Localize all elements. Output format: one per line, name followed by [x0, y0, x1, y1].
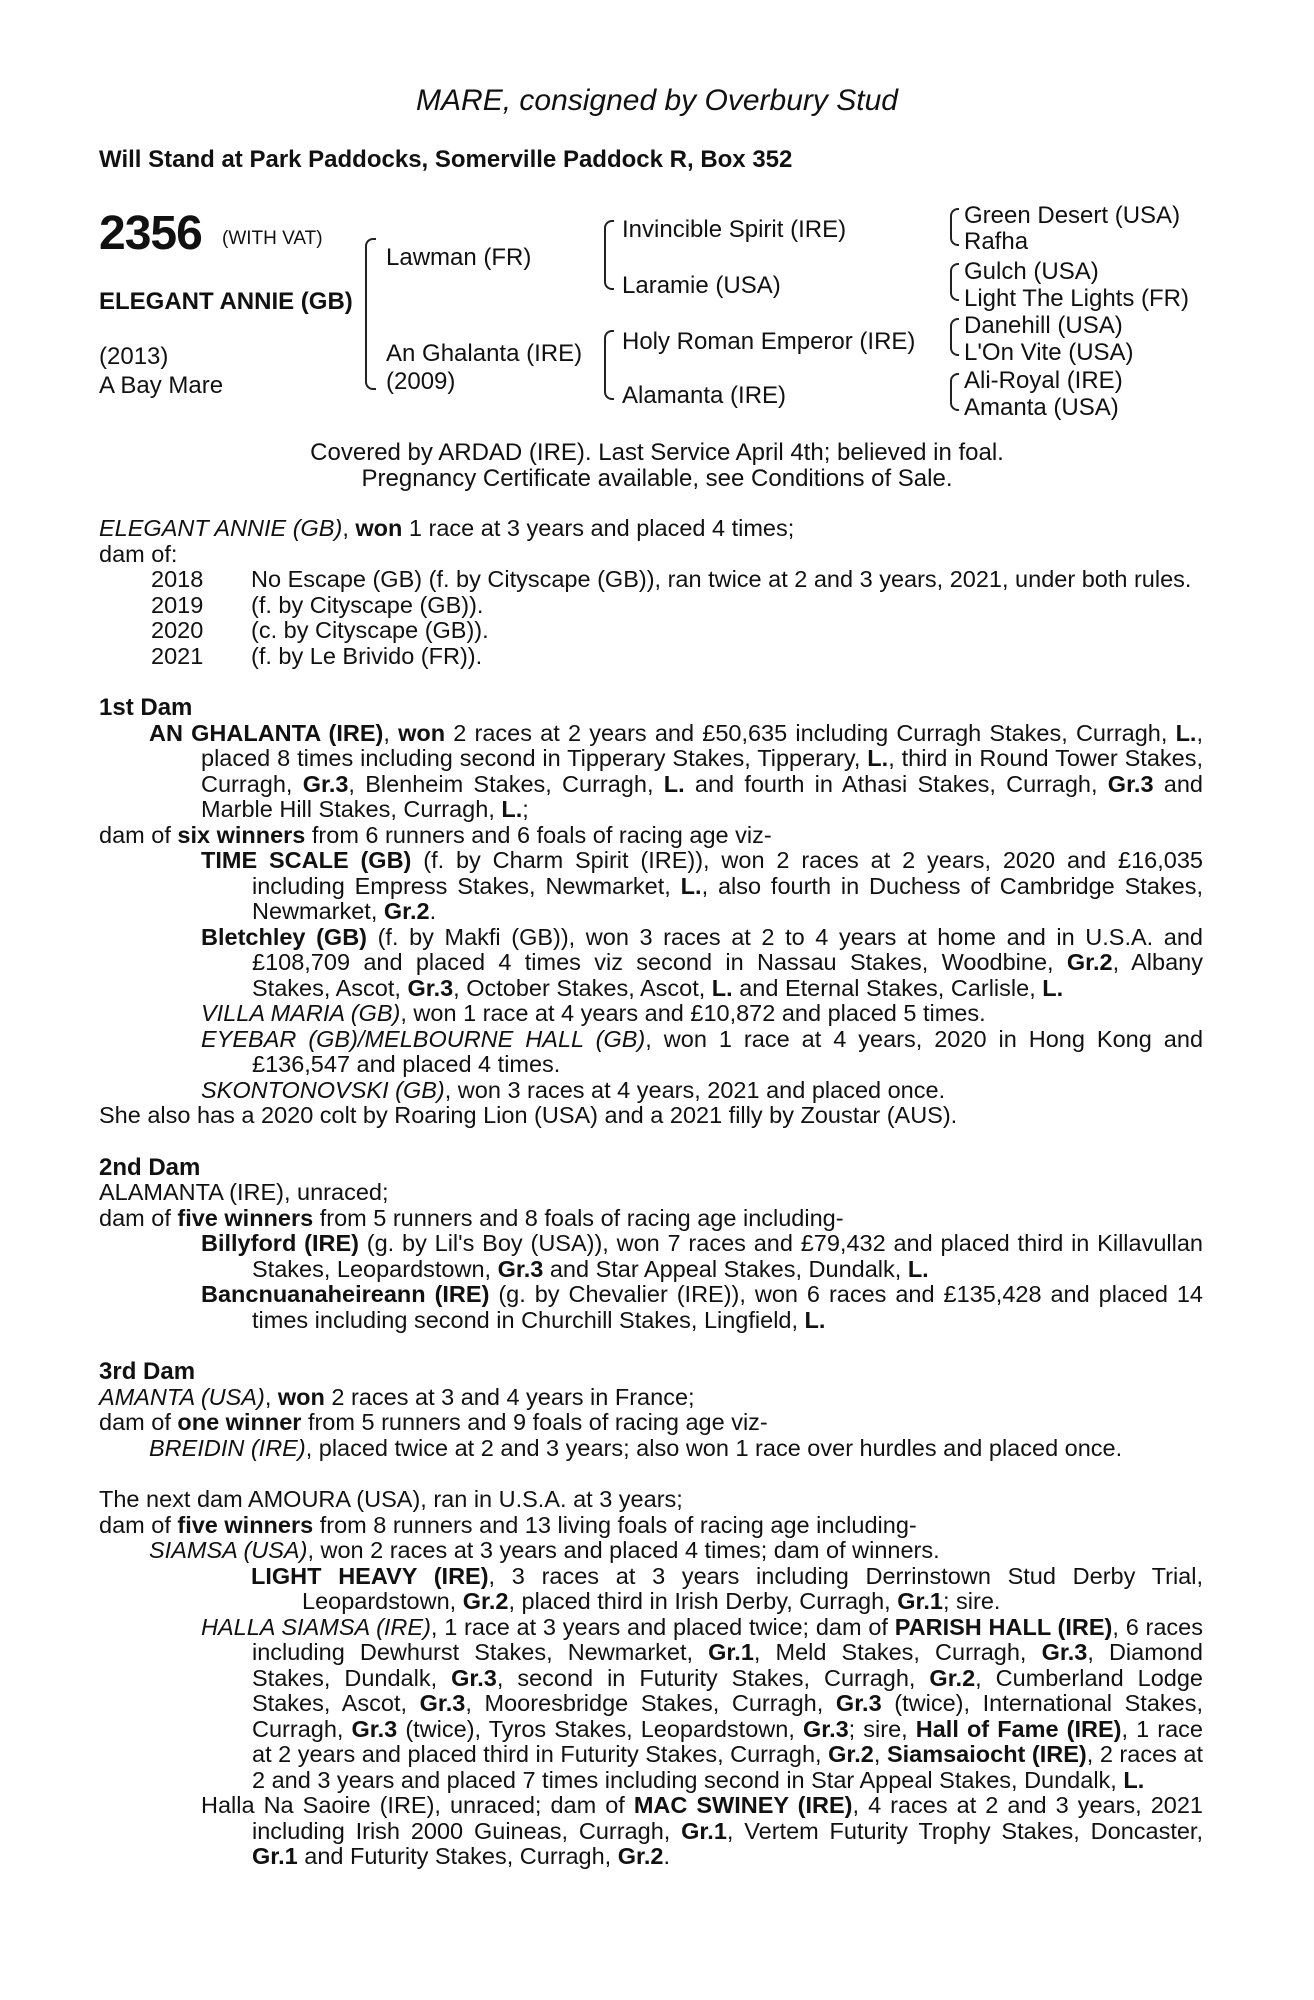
third-dam-record: AMANTA (USA), won 2 races at 3 and 4 years in France; [99, 1383, 695, 1410]
pedigree-g3-4: Light The Lights (FR) [964, 285, 1189, 312]
third-dam-heading: 3rd Dam [99, 1358, 196, 1385]
third-dam-produce-summary: dam of one winner from 5 runners and 9 foals of racing age viz- [99, 1409, 768, 1435]
pedigree-brace-sire [604, 220, 614, 290]
pedigree-g3-5: Danehill (USA) [964, 312, 1123, 339]
pedigree-g3-3: Gulch (USA) [964, 258, 1099, 285]
foal-row: 2019 (f. by Cityscape (GB)). [151, 591, 484, 618]
produce-halla-na-saoire: Halla Na Saoire (IRE), unraced; dam of MAC SWINEY (IRE), 4 races at 2 and 3 years, 2021 including Irish 2000 Guineas, Curragh, Gr.1, Vertem Futurity Trophy Stakes, Doncaster, Gr.1 and Futurity Stakes, Curragh, Gr.2. [201, 1792, 1204, 1869]
pedigree-g2-1: Invincible Spirit (IRE) [622, 216, 847, 243]
produce-siamsa: SIAMSA (USA), won 2 races at 3 years and placed 4 times; dam of winners. [149, 1537, 940, 1563]
pedigree-brace-dam [604, 330, 614, 400]
produce-light-heavy: LIGHT HEAVY (IRE), 3 races at 3 years including Derrinstown Stud Derby Trial, Leopardstown, Gr.2, placed third in Irish Derby, Curragh, Gr.1; sire. [251, 1562, 1203, 1614]
horse-description: A Bay Mare [99, 372, 224, 399]
next-dam-produce-summary: dam of five winners from 8 runners and 13 living foals of racing age including- [99, 1511, 917, 1538]
foal-row: 2020 (c. by Cityscape (GB)). [151, 617, 489, 643]
second-dam-heading: 2nd Dam [99, 1153, 201, 1181]
page-title: MARE, consigned by Overbury Stud [416, 84, 898, 117]
dam-of-label: dam of: [99, 540, 178, 567]
own-record: ELEGANT ANNIE (GB), won 1 race at 3 years and placed 4 times; [99, 515, 795, 541]
pedigree-brace-g3-2 [950, 263, 959, 301]
produce-halla-siamsa: HALLA SIAMSA (IRE), 1 race at 3 years and placed twice; dam of PARISH HALL (IRE), 6 races including Dewhurst Stakes, Newmarket, Gr.1, Meld Stakes, Curragh, Gr.3, Diamond Stakes, Dundalk, Gr.3, second in Futurity Stakes, Curragh, Gr.2, Cumberland Lodge Stakes, Ascot, Gr.3, Mooresbridge Stakes, Curragh, Gr.3 (twice), International Stakes, Curragh, Gr.3 (twice), Tyros Stakes, Leopardstown, Gr.3; sire, Hall of Fame (IRE), 1 race at 2 years and placed third in Futurity Stakes, Curragh, Gr.2, Siamsaiocht (IRE), 2 races at 2 and 3 years and placed 7 times including second in Star Appeal Stakes, Dundalk, L. [201, 1613, 1204, 1793]
produce-billyford: Billyford (IRE) (g. by Lil's Boy (USA)), won 7 races and £79,432 and placed third in Killavullan Stakes, Leopardstown, Gr.3 and Star Appeal Stakes, Dundalk, L. [201, 1230, 1203, 1282]
first-dam-produce-summary: dam of six winners from 6 runners and 6 foals of racing age viz- [99, 821, 772, 848]
pedigree-g2-3: Holy Roman Emperor (IRE) [622, 328, 916, 355]
produce-breidin: BREIDIN (IRE), placed twice at 2 and 3 years; also won 1 race over hurdles and placed once. [149, 1434, 1123, 1461]
pregnancy-note: Pregnancy Certificate available, see Conditions of Sale. [361, 465, 953, 492]
pedigree-sire: Lawman (FR) [386, 244, 532, 271]
produce-time-scale: TIME SCALE (GB) (f. by Charm Spirit (IRE)), won 2 races at 2 years, 2020 and £16,035 including Empress Stakes, Newmarket, L., also fourth in Duchess of Cambridge Stakes, Newmarket, Gr.2. [201, 847, 1203, 924]
pedigree-g3-6: L'On Vite (USA) [964, 339, 1134, 366]
pedigree-g2-4: Alamanta (IRE) [622, 382, 787, 409]
pedigree-brace-main [365, 238, 376, 390]
produce-bancnuanaheireann: Bancnuanaheireann (IRE) (g. by Chevalier (IRE)), won 6 races and £135,428 and placed 14 times including second in Churchill Stakes, Lingfield, L. [201, 1281, 1203, 1333]
pedigree-g3-8: Amanta (USA) [964, 394, 1119, 421]
lot-number: 2356 [99, 207, 202, 260]
foal-row: 2018 No Escape (GB) (f. by Cityscape (GB)), ran twice at 2 and 3 years, 2021, under both rules. [151, 566, 1192, 592]
first-dam-also: She also has a 2020 colt by Roaring Lion (USA) and a 2021 filly by Zoustar (AUS). [99, 1102, 958, 1128]
pedigree-brace-g3-1 [950, 208, 959, 246]
next-dam-record: The next dam AMOURA (USA), ran in U.S.A. at 3 years; [99, 1486, 683, 1512]
pedigree-brace-g3-4 [950, 373, 959, 411]
first-dam-record: AN GHALANTA (IRE), won 2 races at 2 years and £50,635 including Curragh Stakes, Curragh, L., placed 8 times including second in Tipperary Stakes, Tipperary, L., third in Round Tower Stakes, Curragh, Gr.3, Blenheim Stakes, Curragh, L. and fourth in Athasi Stakes, Curragh, Gr.3 and Marble Hill Stakes, Curragh, L.; [149, 719, 1204, 822]
horse-year: (2013) [99, 343, 169, 370]
pedigree-dam-year: (2009) [386, 368, 456, 395]
pedigree-g3-7: Ali-Royal (IRE) [964, 367, 1123, 394]
covering-note: Covered by ARDAD (IRE). Last Service April 4th; believed in foal. [310, 439, 1004, 466]
horse-name: ELEGANT ANNIE (GB) [99, 288, 353, 315]
vat-note: (WITH VAT) [222, 228, 323, 249]
stand-location: Will Stand at Park Paddocks, Somerville Paddock R, Box 352 [99, 146, 793, 173]
pedigree-brace-g3-3 [950, 318, 959, 356]
pedigree-g2-2: Laramie (USA) [622, 272, 781, 299]
second-dam-record: ALAMANTA (IRE), unraced; [99, 1179, 389, 1205]
foal-row: 2021 (f. by Le Brivido (FR)). [151, 642, 483, 669]
produce-eyebar: EYEBAR (GB)/MELBOURNE HALL (GB), won 1 race at 4 years, 2020 in Hong Kong and £136,547 and placed 4 times. [201, 1025, 1204, 1077]
second-dam-produce-summary: dam of five winners from 5 runners and 8 foals of racing age including- [99, 1204, 844, 1231]
catalogue-body [99, 516, 1203, 1870]
produce-villa-maria: VILLA MARIA (GB), won 1 race at 4 years and £10,872 and placed 5 times. [201, 1000, 986, 1026]
first-dam-heading: 1st Dam [99, 694, 193, 721]
produce-skontonovski: SKONTONOVSKI (GB), won 3 races at 4 years, 2021 and placed once. [201, 1076, 946, 1103]
pedigree-dam: An Ghalanta (IRE) [386, 340, 583, 367]
pedigree-g3-2: Rafha [964, 228, 1029, 255]
produce-bletchley: Bletchley (GB) (f. by Makfi (GB)), won 3 races at 2 to 4 years at home and in U.S.A. and £108,709 and placed 4 times viz second in Nassau Stakes, Woodbine, Gr.2, Albany Stakes, Ascot, Gr.3, October Stakes, Ascot, L. and Eternal Stakes, Carlisle, L. [201, 923, 1204, 1001]
pedigree-g3-1: Green Desert (USA) [964, 202, 1181, 229]
